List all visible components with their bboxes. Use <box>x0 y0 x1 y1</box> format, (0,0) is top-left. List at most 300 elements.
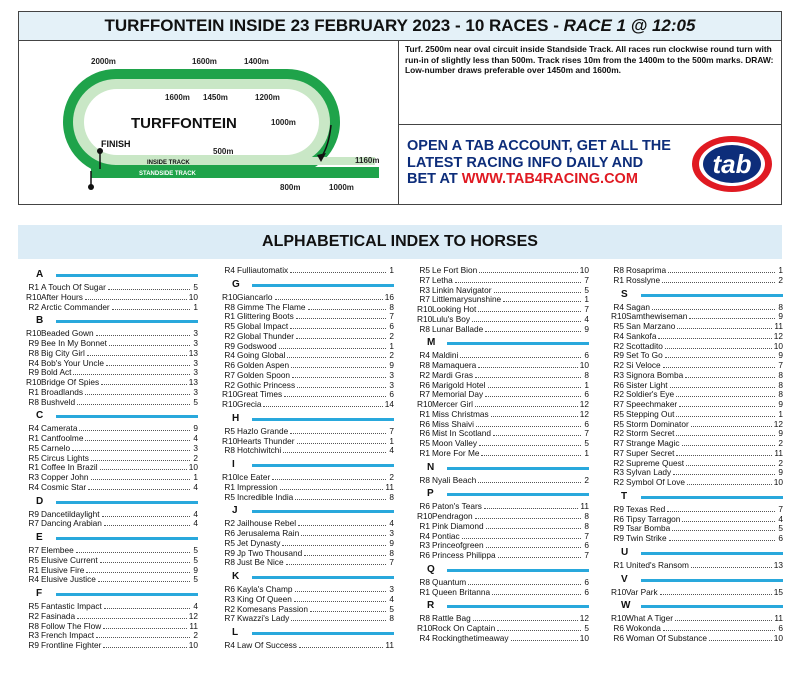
dot-leader <box>691 420 772 427</box>
dot-leader <box>106 359 190 366</box>
horse-name: Supreme Quest <box>626 457 685 468</box>
track-name: TURFFONTEIN <box>131 115 237 132</box>
horse-name: Bold Act <box>41 367 72 378</box>
letter-rule <box>56 537 198 540</box>
horse-name: Cosmic Star <box>41 481 87 492</box>
dot-leader <box>304 549 386 556</box>
horse-name: Symbol Of Love <box>626 477 686 487</box>
race-number: R1 <box>28 282 39 292</box>
letter-label: S <box>621 288 628 300</box>
race-number: R8 <box>613 265 624 275</box>
dot-leader <box>85 434 190 441</box>
horse-number: 7 <box>778 360 783 370</box>
letter-header <box>417 336 589 351</box>
horse-name: Moon Valley <box>432 438 478 448</box>
horse-number: 3 <box>389 379 394 390</box>
race-number: R5 <box>224 321 235 331</box>
dot-leader <box>112 303 190 310</box>
horse-name: Circus Lights <box>41 452 89 463</box>
race-number: R7 <box>224 613 235 624</box>
dot-leader <box>479 439 581 446</box>
divider <box>399 124 782 125</box>
letter-label: N <box>427 461 435 473</box>
letter-rule <box>641 294 783 297</box>
horse-name: Elusive Justice <box>41 574 96 585</box>
letter-rule <box>447 493 589 496</box>
horse-name: Rattle Bag <box>432 613 471 624</box>
horse-number: 11 <box>774 613 783 624</box>
dot-leader <box>511 634 578 641</box>
dot-leader <box>299 641 383 648</box>
dot-leader <box>103 641 186 648</box>
race-number: R10 <box>26 377 42 387</box>
race-number: R10 <box>417 511 433 521</box>
horse-name: Littlemarysunshine <box>432 294 502 305</box>
horse-number: 6 <box>389 321 394 331</box>
horse-number: 11 <box>774 447 783 458</box>
race-number: R10 <box>417 304 433 314</box>
race-number: R7 <box>613 438 624 448</box>
dot-leader <box>667 505 775 512</box>
race-number: R2 <box>613 389 624 400</box>
horse-name: Rockingthetimeaway <box>432 632 509 643</box>
horse-number: 6 <box>389 389 394 400</box>
dot-leader <box>295 493 386 500</box>
race-number: R2 <box>224 518 235 529</box>
horse-number: 7 <box>584 304 589 314</box>
finish-label: FINISH <box>101 139 131 149</box>
race-number: R10 <box>222 389 238 400</box>
horse-number: 2 <box>193 630 198 641</box>
mark-2000: 2000m <box>91 57 116 66</box>
horse-name: Le Fort Bion <box>432 265 478 275</box>
horse-number: 8 <box>389 491 394 502</box>
letter-rule <box>641 605 783 608</box>
horse-name: Dancing Arabian <box>41 518 102 529</box>
race-number: R5 <box>28 554 39 565</box>
horse-number: 3 <box>193 367 198 378</box>
dot-leader <box>488 381 582 388</box>
horse-entry <box>417 588 589 598</box>
dot-leader <box>476 420 581 427</box>
dot-leader <box>475 371 581 378</box>
letter-header <box>222 458 394 473</box>
mark-500: 500m <box>213 147 234 156</box>
dot-leader <box>297 437 387 444</box>
dot-leader <box>284 390 386 397</box>
race-number: R10 <box>222 291 238 302</box>
horse-number: 12 <box>773 418 783 429</box>
horse-number: 10 <box>188 291 198 302</box>
race-number: R4 <box>419 632 430 643</box>
letter-header <box>611 599 783 614</box>
dot-leader <box>665 351 775 358</box>
mark-800: 800m <box>280 183 301 192</box>
letter-header <box>26 268 198 283</box>
dot-leader <box>685 371 775 378</box>
dot-leader <box>691 561 772 568</box>
horse-number: 6 <box>584 586 589 597</box>
horse-number: 10 <box>773 477 783 487</box>
dot-leader <box>98 575 190 582</box>
horse-number: 1 <box>778 408 783 419</box>
horse-number: 1 <box>778 265 783 275</box>
horse-number: 7 <box>584 274 589 285</box>
race-number: R10 <box>611 586 627 597</box>
race-number: R10 <box>417 623 433 633</box>
dot-leader <box>77 612 187 619</box>
horse-name: Glittering Boots <box>237 311 294 322</box>
horse-number: 13 <box>188 347 198 358</box>
horse-number: 11 <box>189 620 198 631</box>
horse-name: Rock On Captain <box>432 623 496 633</box>
race-number: R6 <box>613 623 624 633</box>
letter-header <box>417 599 589 614</box>
horse-number: 6 <box>584 540 589 551</box>
mark-1600b: 1600m <box>165 93 190 102</box>
race-number: R6 <box>419 418 430 429</box>
dot-leader <box>76 546 190 553</box>
letter-rule <box>447 342 589 345</box>
horse-number: 10 <box>773 340 783 351</box>
dot-leader <box>472 315 581 322</box>
dot-leader <box>478 305 581 312</box>
letter-rule <box>56 320 198 323</box>
letter-label: G <box>232 278 240 290</box>
horse-name: Quantum <box>432 576 467 587</box>
horse-number: 1 <box>389 265 394 275</box>
dot-leader <box>275 293 383 300</box>
mark-1400a: 1400m <box>244 57 269 66</box>
letter-rule <box>641 552 783 555</box>
ad-url[interactable]: WWW.TAB4RACING.COM <box>461 171 638 187</box>
horse-number: 8 <box>778 379 783 390</box>
dot-leader <box>676 390 775 397</box>
dot-leader <box>104 602 190 609</box>
race-number: R4 <box>28 357 39 368</box>
race-number: R10 <box>417 313 433 324</box>
horse-name: Komesans Passion <box>237 603 309 614</box>
index-title: ALPHABETICAL INDEX TO HORSES <box>18 225 782 259</box>
race-number: R7 <box>419 274 430 285</box>
ad-bet-at: BET AT <box>407 171 462 187</box>
letter-rule <box>56 593 198 596</box>
horse-number: 8 <box>778 369 783 380</box>
race-number: R5 <box>613 408 624 419</box>
horse-name: Texas Red <box>626 503 666 514</box>
horse-entry <box>222 558 394 568</box>
letter-label: C <box>36 410 44 422</box>
horse-entry <box>611 534 783 544</box>
horse-number: 3 <box>193 357 198 368</box>
race-number: R9 <box>28 367 39 378</box>
dot-leader <box>91 454 190 461</box>
horse-name: Just Be Nice <box>237 557 284 568</box>
race-number: R2 <box>613 428 624 439</box>
horse-name: Follow The Flow <box>41 620 102 631</box>
race-number: R7 <box>28 518 39 529</box>
horse-number: 3 <box>193 328 198 339</box>
dot-leader <box>77 398 190 405</box>
dot-leader <box>297 381 386 388</box>
dot-leader <box>485 325 581 332</box>
race-number: R1 <box>419 447 430 458</box>
horse-number: 5 <box>584 284 589 295</box>
race-number: R5 <box>613 418 624 429</box>
dot-leader <box>100 556 190 563</box>
race-number: R1 <box>224 481 235 492</box>
horse-name: Fasinada <box>41 610 76 621</box>
letter-header <box>611 573 783 588</box>
race-number: R9 <box>613 533 624 543</box>
race-number: R3 <box>28 630 39 641</box>
horse-name: Carnelo <box>41 442 71 453</box>
horse-name: Big City Girl <box>41 347 85 358</box>
letter-header <box>222 626 394 641</box>
horse-name: Pontiac <box>432 530 460 541</box>
horse-number: 10 <box>579 265 589 275</box>
horse-name: Camerata <box>41 423 78 434</box>
horse-number: 7 <box>778 503 783 514</box>
horse-name: Elusive Fire <box>41 564 85 575</box>
letter-label: R <box>427 600 435 612</box>
dot-leader <box>689 312 775 319</box>
track-map <box>19 41 399 204</box>
header-panel <box>18 41 782 205</box>
letter-label: Q <box>427 563 435 575</box>
dot-leader <box>87 349 187 356</box>
race-number: R2 <box>224 330 235 341</box>
horse-number: 4 <box>389 593 394 604</box>
dot-leader <box>682 515 775 522</box>
dot-leader <box>310 605 386 612</box>
race-number: R7 <box>613 447 624 458</box>
race-number: R8 <box>224 301 235 312</box>
horse-entry <box>26 641 198 651</box>
horse-name: Jp Two Thousand <box>237 547 303 558</box>
dot-leader <box>86 566 190 573</box>
letter-header <box>611 490 783 505</box>
horse-name: Strange Magic <box>626 438 680 448</box>
dot-leader <box>673 468 775 475</box>
horse-name: A Touch Of Sugar <box>41 282 106 292</box>
letter-rule <box>641 579 783 582</box>
race-number: R2 <box>224 379 235 390</box>
dot-leader <box>478 361 577 368</box>
horse-name: Bridge Of Spies <box>41 377 100 387</box>
horse-name: Incredible India <box>237 491 294 502</box>
dot-leader <box>72 444 190 451</box>
dot-leader <box>686 459 775 466</box>
horse-number: 3 <box>193 386 198 397</box>
race-number: R6 <box>419 428 430 439</box>
horse-name: Broadlands <box>41 386 83 397</box>
dot-leader <box>672 524 775 531</box>
horse-name: Super Secret <box>626 447 675 458</box>
horse-name: Pendragon <box>432 511 473 521</box>
page-title <box>18 11 782 41</box>
horse-number: 5 <box>389 603 394 614</box>
horse-name: Arctic Commander <box>41 301 110 312</box>
dot-leader <box>494 286 582 293</box>
horse-name: Law Of Success <box>237 640 297 650</box>
horse-number: 6 <box>778 623 783 633</box>
letter-rule <box>641 496 783 499</box>
horse-name: Looking Hot <box>432 304 477 314</box>
horse-name: Beaded Gown <box>41 328 94 339</box>
race-number: R8 <box>224 445 235 456</box>
horse-entry <box>611 478 783 488</box>
race-number: R2 <box>28 610 39 621</box>
dot-leader <box>503 295 581 302</box>
dot-leader <box>290 322 386 329</box>
horse-entry <box>26 575 198 585</box>
letter-label: E <box>36 532 43 543</box>
race-number: R5 <box>224 491 235 502</box>
horse-name: Sagan <box>626 301 650 312</box>
horse-number: 2 <box>584 474 589 485</box>
mark-1450: 1450m <box>203 93 228 102</box>
letter-rule <box>252 464 394 467</box>
race-number: R8 <box>419 576 430 587</box>
race-number: R6 <box>613 513 624 524</box>
horse-name: Miss Christmas <box>432 408 489 419</box>
title-text: TURFFONTEIN INSIDE 23 FEBRUARY 2023 - 10 RACES - <box>104 16 564 35</box>
horse-number: 3 <box>193 338 198 348</box>
race-number: R1 <box>613 274 624 285</box>
horse-number: 6 <box>584 418 589 429</box>
letter-label: B <box>36 315 44 327</box>
race-number: R8 <box>419 474 430 485</box>
race-number: R4 <box>28 481 39 492</box>
horse-entry <box>222 493 394 503</box>
horse-name: Miss Shaivi <box>432 418 474 429</box>
letter-rule <box>252 632 394 635</box>
dot-leader <box>665 342 772 349</box>
race-number: R8 <box>419 613 430 624</box>
horse-name: Tsar Bomba <box>626 523 671 534</box>
horse-name: Dancetildaylight <box>41 508 100 519</box>
horse-entry <box>222 266 394 276</box>
horse-name: Letha <box>432 274 453 285</box>
race-number: R1 <box>419 520 430 531</box>
horse-number: 3 <box>389 528 394 538</box>
dot-leader <box>486 541 581 548</box>
horse-entry <box>26 519 198 529</box>
index-column-4 <box>611 266 783 644</box>
letter-rule <box>252 576 394 579</box>
ad-line-2: LATEST RACING INFO DAILY AND <box>407 154 644 171</box>
race-number: R6 <box>224 584 235 594</box>
dot-leader <box>660 588 772 595</box>
dot-leader <box>668 266 775 273</box>
horse-name: Golden Spoon <box>237 369 291 380</box>
dot-leader <box>91 473 190 480</box>
horse-number: 5 <box>193 396 198 407</box>
horse-name: Hotchiwitchi <box>237 445 282 456</box>
dot-leader <box>308 303 386 310</box>
race-number: R7 <box>613 399 624 409</box>
dot-leader <box>658 332 771 339</box>
horse-name: Stepping Out <box>626 408 675 419</box>
horse-name: Princess Philippa <box>432 550 496 560</box>
dot-leader <box>676 429 775 436</box>
race-number: R5 <box>419 265 430 275</box>
horse-name: Hearts Thunder <box>237 435 295 446</box>
dot-leader <box>100 463 187 470</box>
horse-number: 11 <box>385 640 394 650</box>
horse-number: 2 <box>778 457 783 468</box>
dot-leader <box>292 371 386 378</box>
dot-leader <box>103 622 187 629</box>
standside-straight <box>91 167 379 178</box>
dot-leader <box>88 483 190 490</box>
horse-name: Mercer Girl <box>432 399 474 409</box>
letter-rule <box>56 274 198 277</box>
horse-name: Si Veloce <box>626 360 661 370</box>
horse-name: Tipsy Tarragon <box>626 513 681 524</box>
horse-number: 9 <box>778 350 783 361</box>
horse-name: Sister Light <box>626 379 668 390</box>
horse-name: Ice Eater <box>237 472 271 482</box>
race-number: R9 <box>28 338 39 348</box>
letter-header <box>611 288 783 303</box>
horse-number: 12 <box>773 330 783 341</box>
horse-number: 9 <box>389 537 394 548</box>
tab-logo-text: tab <box>712 149 752 179</box>
race-number: R10 <box>611 613 627 624</box>
horse-name: Jerusalema Rain <box>237 528 300 538</box>
dot-leader <box>481 449 581 456</box>
horse-number: 1 <box>193 301 198 312</box>
horse-name: King Of Queen <box>237 593 292 604</box>
horse-number: 3 <box>389 369 394 380</box>
horse-number: 7 <box>584 428 589 439</box>
horse-name: Elusive Current <box>41 554 98 565</box>
dot-leader <box>291 361 386 368</box>
letter-header <box>26 409 198 424</box>
horse-number: 1 <box>389 340 394 351</box>
dot-leader <box>485 390 581 397</box>
horse-entry <box>417 476 589 486</box>
dot-leader <box>709 634 772 641</box>
race-number: R1 <box>419 408 430 419</box>
track-description: Turf. 2500m near oval circuit inside Standside Track. All races run clockwise round turn with run-in of slightly less than 500m. Track rises 10m from the 1400m to the 500m marks. DRAW: Low-number draws preferable over 1450m and 1600m. <box>405 44 774 75</box>
horse-number: 11 <box>385 481 394 492</box>
letter-label: T <box>621 490 628 502</box>
dot-leader <box>468 578 581 585</box>
horse-name: Queen Britanna <box>432 586 491 597</box>
race-number: R9 <box>613 523 624 534</box>
horse-number: 8 <box>584 369 589 380</box>
horse-name: Twin Strike <box>626 533 667 543</box>
horse-number: 12 <box>188 610 198 621</box>
horse-number: 1 <box>584 379 589 390</box>
horse-number: 1 <box>193 472 198 482</box>
letter-header <box>26 587 198 602</box>
race-number: R4 <box>28 574 39 585</box>
horse-number: 8 <box>778 301 783 312</box>
horse-name: United's Ransom <box>626 559 689 570</box>
dot-leader <box>290 427 386 434</box>
tab-logo-icon[interactable] <box>691 133 773 195</box>
horse-name: Bee In My Bonnet <box>41 338 107 348</box>
dot-leader <box>455 276 581 283</box>
race-number: R3 <box>613 467 624 478</box>
mark-1600a: 1600m <box>192 57 217 66</box>
letter-header <box>417 461 589 476</box>
dot-leader <box>475 400 578 407</box>
